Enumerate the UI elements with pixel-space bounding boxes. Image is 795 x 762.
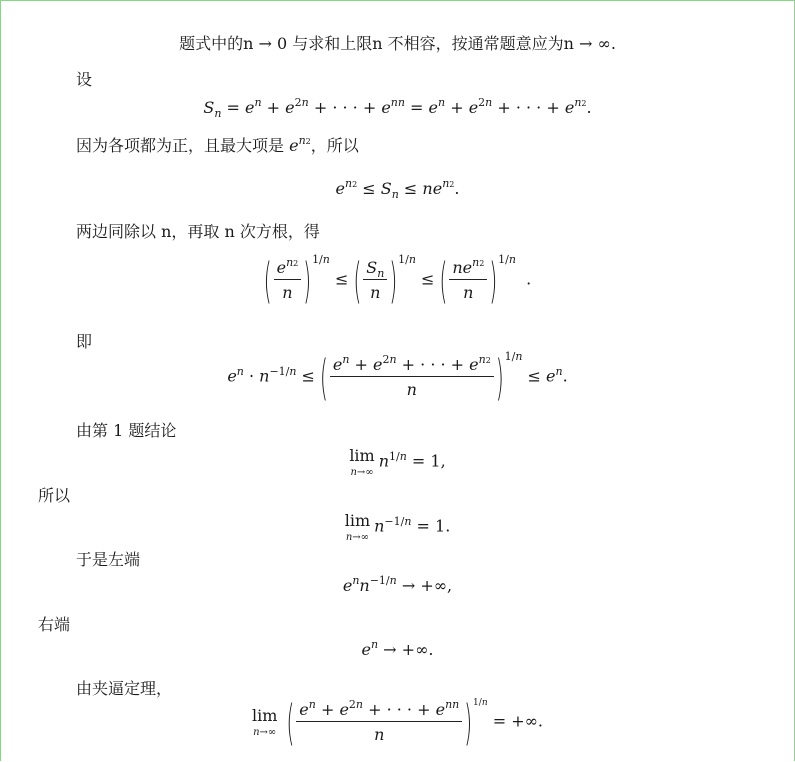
equation-ji: $e^n \cdot n^{-1/n}$ ≤ ( $\frac{e^n + e^{2n} + \cdot \cdot \cdot + e^{n2}}{n}$ )$^{1/n} \le e^n$.	[227, 348, 568, 406]
label-youduan: 右端	[38, 615, 71, 634]
text-youdiyi: 由第 1 题结论	[76, 421, 177, 440]
text-liangbian: 两边同除以 n，再取 n 次方根，得	[76, 222, 320, 241]
label-suoyi: 所以	[38, 486, 71, 505]
equation-final-limit: lim n→∞ ( $\frac{e^n + e^{2n} + \cdot \cdot \cdot + e^{nn}}{n}$ )$^{1/n}$ = +∞.	[251, 693, 544, 751]
equation-lim-n-neg-root: lim n→∞ $n^{-1/n} = 1$.	[344, 511, 451, 543]
label-ji: 即	[76, 332, 93, 351]
text-yinwei: 因为各项都为正，且最大项是 $e^{n2}$，所以	[76, 134, 359, 155]
intro-text: 题式中的n → 0 与求和上限n 不相容，按通常题意应为n → ∞.	[179, 34, 616, 53]
equation-left-limit: $e^nn^{-1/n}$ → +∞,	[342, 574, 453, 595]
label-she: 设	[76, 70, 93, 89]
equation-bounds: $e^{n2} \le S_n \le ne^{n2}$.	[335, 177, 460, 201]
equation-right-limit: $e^n$ → +∞.	[361, 638, 434, 659]
equation-lim-n-root: lim n→∞ $n^{1/n} = 1$,	[349, 446, 446, 478]
text-jiabi: 由夹逼定理，	[76, 679, 173, 698]
text-yushi: 于是左端	[76, 550, 141, 569]
equation-root-inequality: ( $\frac{e^{n2}}{n}$ )$^{1/n}$ ≤ ( $\frac{S_n}{n}$ )$^{1/n}$ ≤ ( $\frac{ne^{n2}}{n}$ )$^{1/n}$ .	[263, 251, 532, 309]
equation-sn-definition: $S_n = e^n + e^{2n}$ + · · · + $e^{nn} = e^n + e^{2n}$ + · · · + $e^{n2}$.	[203, 96, 592, 120]
